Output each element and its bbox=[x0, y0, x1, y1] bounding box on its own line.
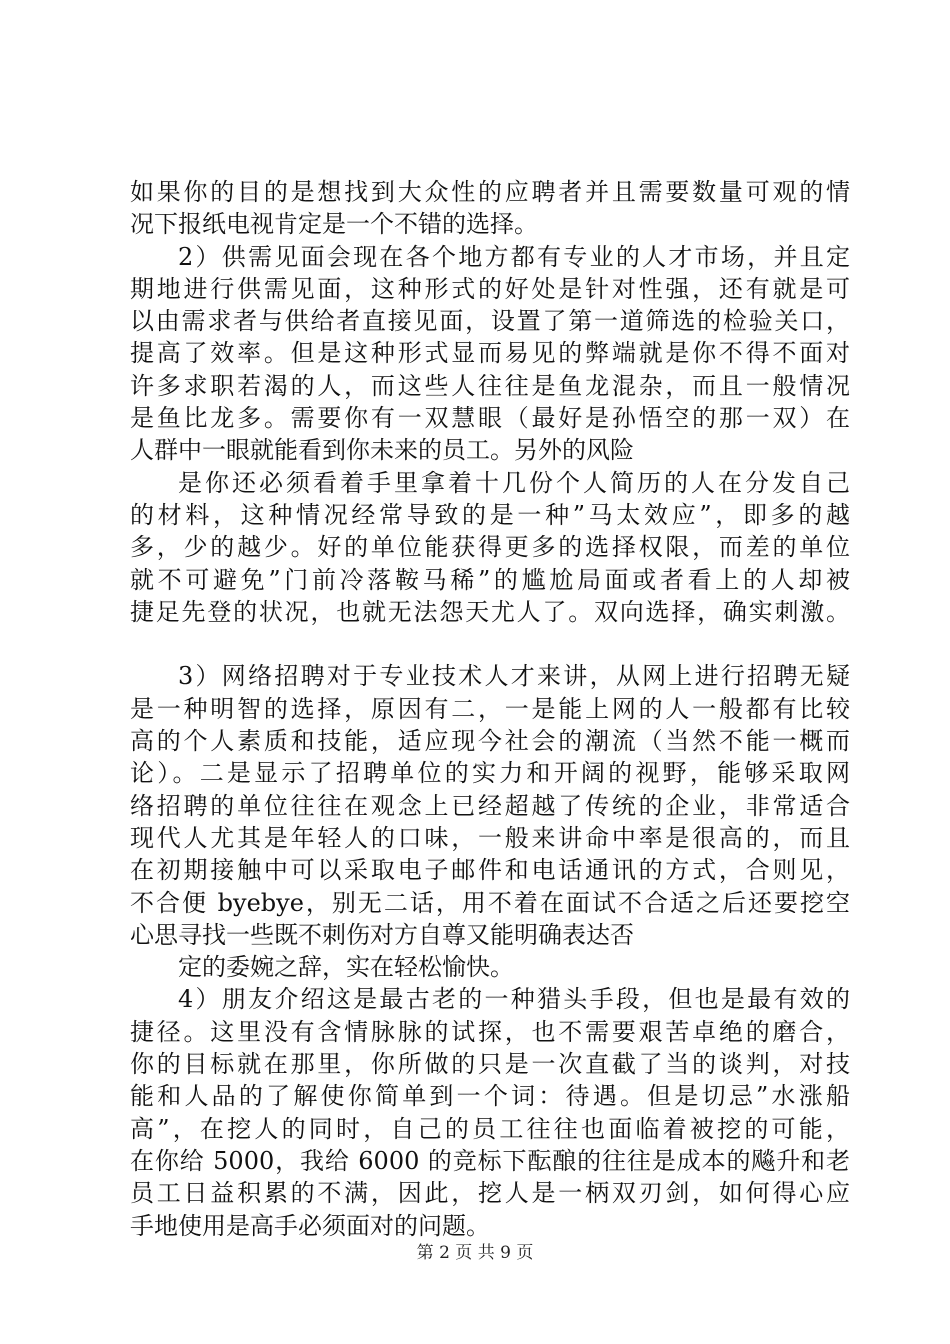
text-line: 人群中一眼就能看到你未来的员工。另外的风险 bbox=[130, 436, 634, 465]
text-line: 络招聘的单位往往在观念上已经超越了传统的企业，非常适合 bbox=[130, 791, 850, 820]
text-line: 在初期接触中可以采取电子邮件和电话通讯的方式，合则见， bbox=[130, 856, 850, 885]
text-line: 多，少的越少。好的单位能获得更多的选择权限，而差的单位 bbox=[130, 533, 850, 562]
text-line: 提高了效率。但是这种形式显而易见的弊端就是你不得不面对 bbox=[130, 339, 850, 368]
page-number-label: 第 2 页 共 9 页 bbox=[416, 1243, 534, 1263]
text-line: 在你给 5000，我给 6000 的竞标下酝酿的往往是成本的飚升和老 bbox=[130, 1146, 850, 1175]
text-line: 许多求职若渴的人，而这些人往往是鱼龙混杂，而且一般情况 bbox=[130, 371, 850, 400]
text-line: 期地进行供需见面，这种形式的好处是针对性强，还有就是可 bbox=[130, 274, 850, 303]
text-line: 捷足先登的状况，也就无法怨天尤人了。双向选择，确实刺激。 bbox=[130, 597, 850, 626]
text-line: 捷径。这里没有含情脉脉的试探，也不需要艰苦卓绝的磨合， bbox=[130, 1017, 850, 1046]
text-line: 员工日益积累的不满，因此，挖人是一柄双刃剑，如何得心应 bbox=[130, 1179, 850, 1208]
text-line: 就不可避免”门前冷落鞍马稀”的尴尬局面或者看上的人却被 bbox=[130, 565, 850, 594]
text-line: 的材料，这种情况经常导致的是一种”马太效应”，即多的越 bbox=[130, 500, 850, 529]
text-line: 3）网络招聘对于专业技术人才来讲，从网上进行招聘无疑 bbox=[178, 662, 850, 691]
text-line: 4）朋友介绍这是最古老的一种猎头手段，但也是最有效的 bbox=[178, 985, 850, 1014]
text-line: 是一种明智的选择，原因有二，一是能上网的人一般都有比较 bbox=[130, 694, 850, 723]
text-line: 是鱼比龙多。需要你有一双慧眼（最好是孙悟空的那一双）在 bbox=[130, 404, 850, 433]
text-line: 2）供需见面会现在各个地方都有专业的人才市场，并且定 bbox=[178, 242, 850, 271]
text-line: 论）。二是显示了招聘单位的实力和开阔的视野，能够采取网 bbox=[130, 759, 850, 788]
text-line: 手地使用是高手必须面对的问题。 bbox=[130, 1211, 490, 1240]
text-line: 是你还必须看着手里拿着十几份个人简历的人在分发自己 bbox=[178, 468, 850, 497]
text-line: 定的委婉之辞，实在轻松愉快。 bbox=[178, 953, 514, 982]
body-text bbox=[130, 176, 850, 1242]
text-line: 能和人品的了解使你简单到一个词：待遇。但是切忌”水涨船 bbox=[130, 1082, 850, 1111]
text-line: 不合便 byebye，别无二话，用不着在面试不合适之后还要挖空 bbox=[130, 888, 850, 917]
text-line: 以由需求者与供给者直接见面，设置了第一道筛选的检验关口， bbox=[130, 307, 850, 336]
text-line: 高”，在挖人的同时，自己的员工往往也面临着被挖的可能， bbox=[130, 1114, 850, 1143]
text-line: 你的目标就在那里，你所做的只是一次直截了当的谈判，对技 bbox=[130, 1050, 850, 1079]
blank-line bbox=[130, 628, 850, 660]
text-line: 况下报纸电视肯定是一个不错的选择。 bbox=[130, 210, 538, 239]
text-line: 心思寻找一些既不刺伤对方自尊又能明确表达否 bbox=[130, 920, 634, 949]
text-line: 高的个人素质和技能，适应现今社会的潮流（当然不能一概而 bbox=[130, 727, 850, 756]
text-line: 如果你的目的是想找到大众性的应聘者并且需要数量可观的情 bbox=[130, 178, 850, 206]
text-line: 现代人尤其是年轻人的口味，一般来讲命中率是很高的，而且 bbox=[130, 823, 850, 852]
page-footer bbox=[0, 1241, 950, 1265]
